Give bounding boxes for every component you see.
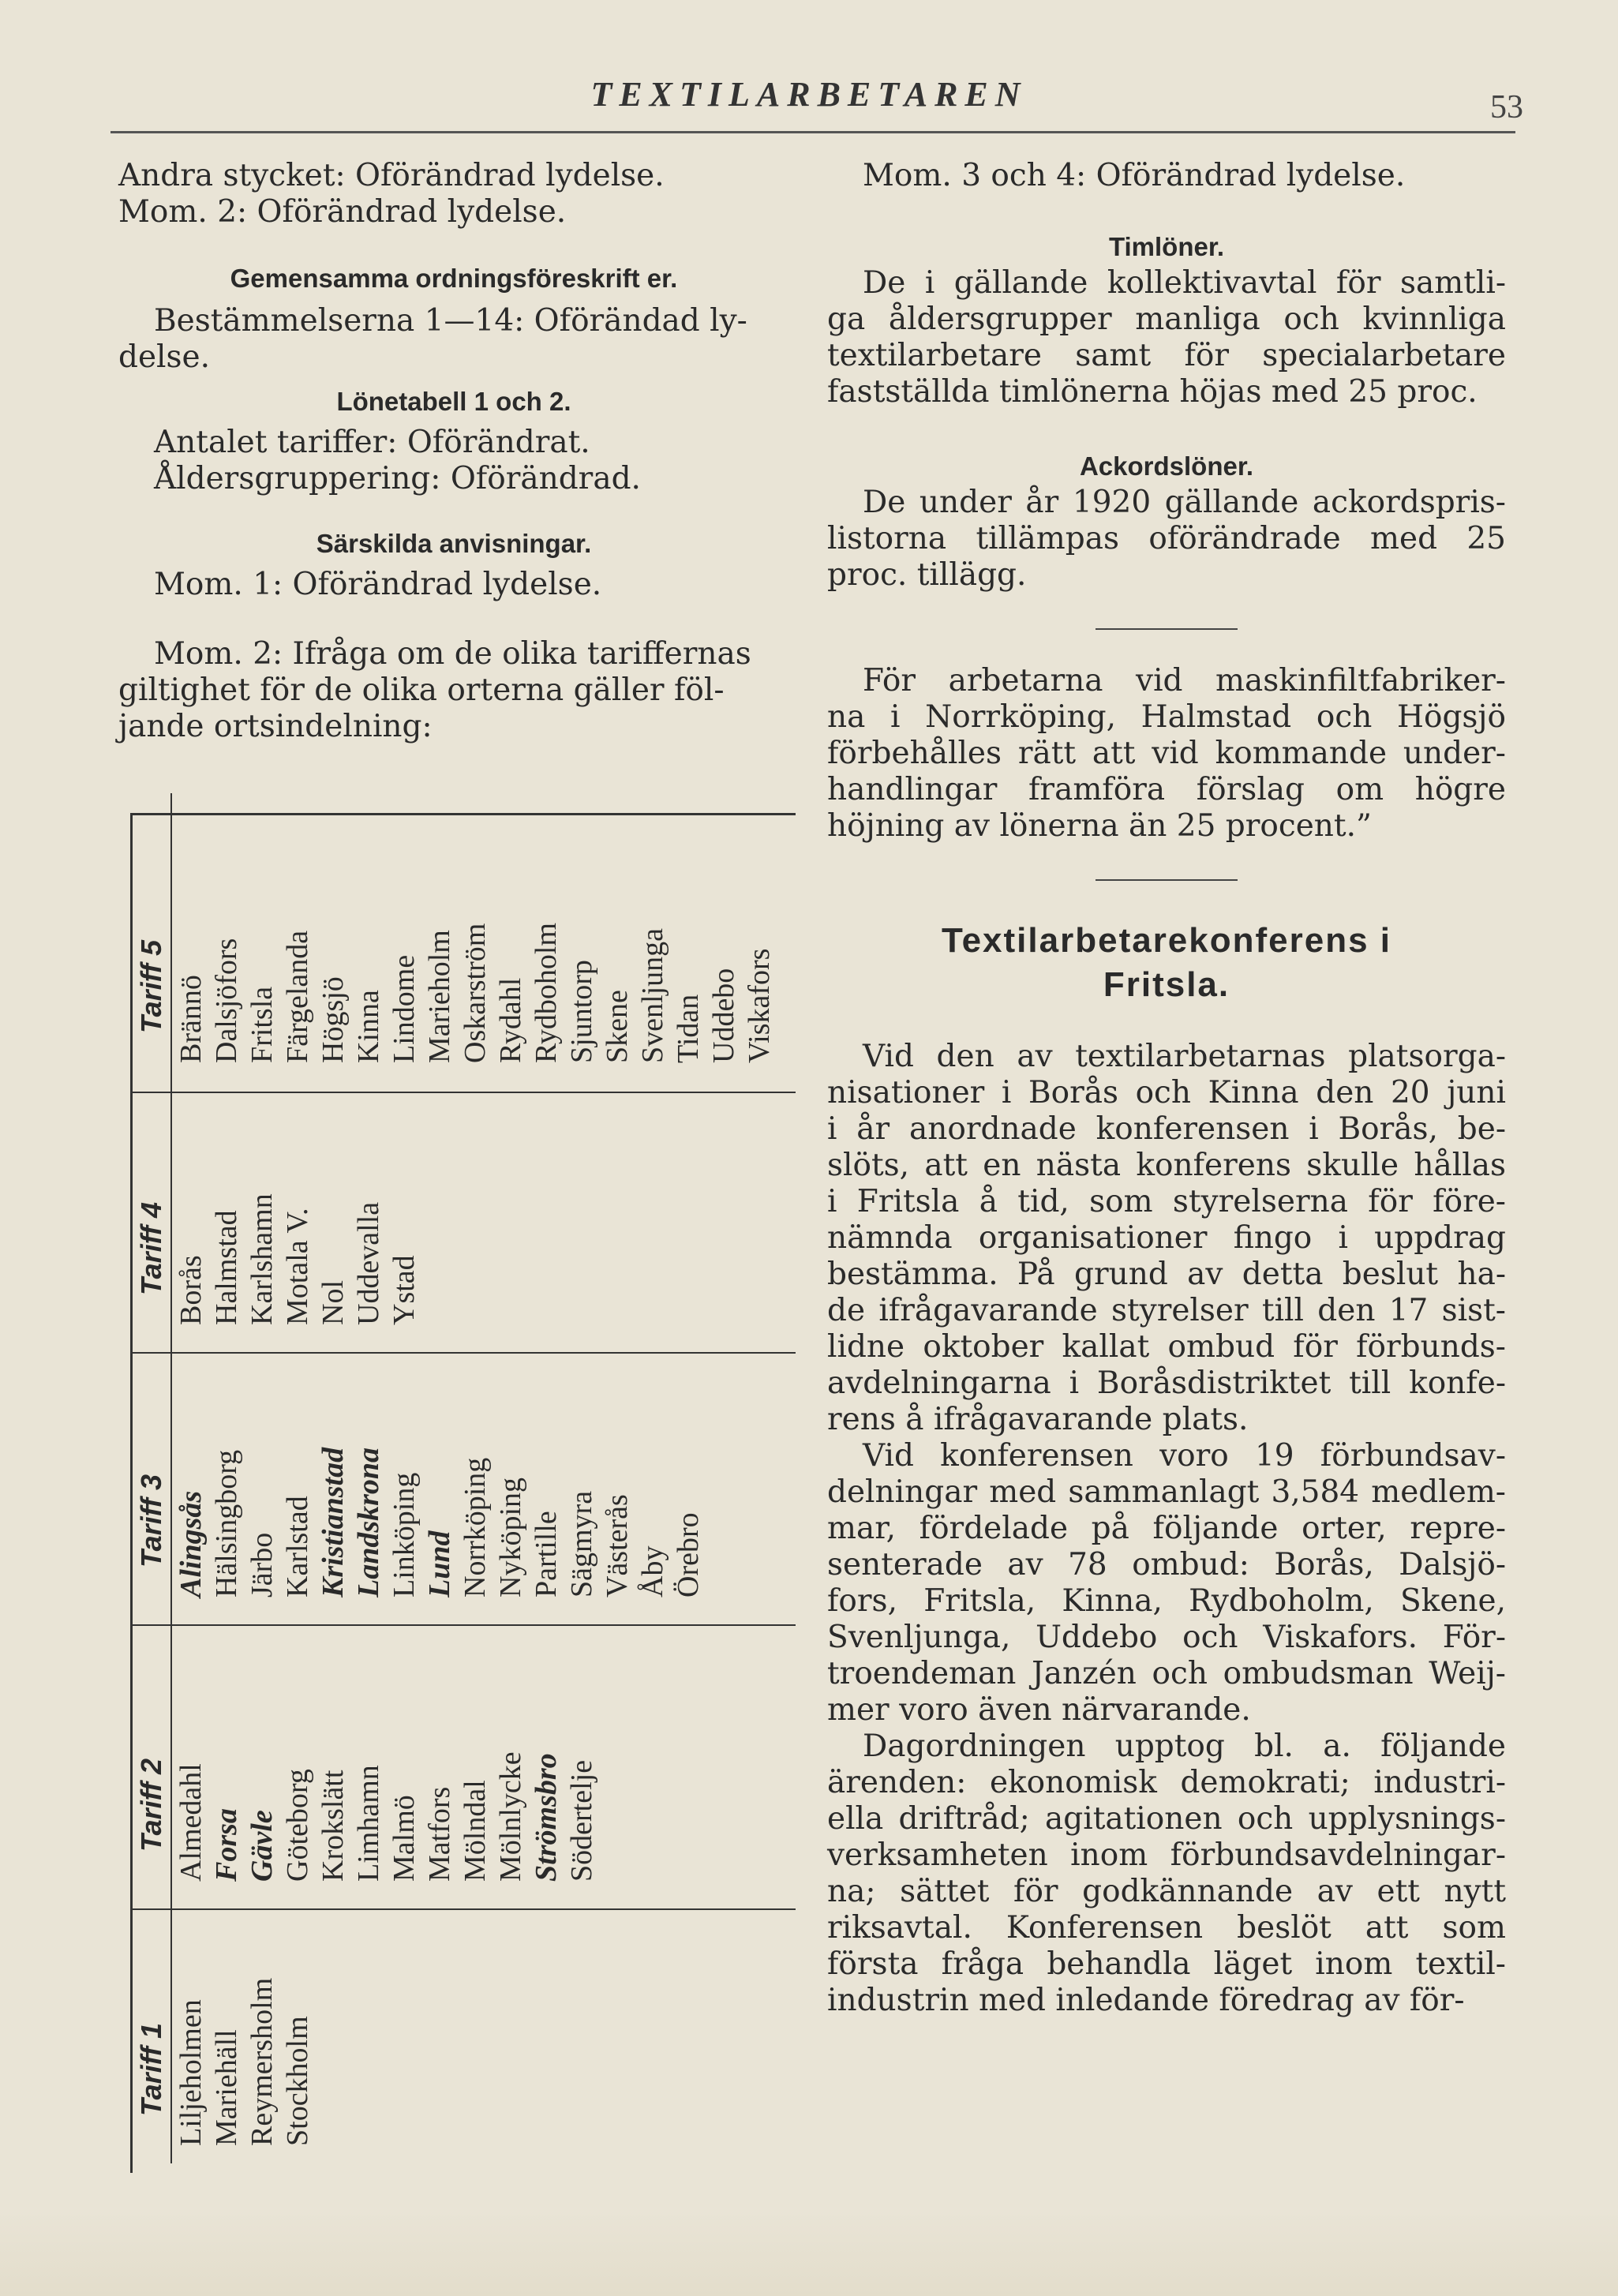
tariff-town: Marieholm [423, 930, 456, 1063]
tariff-town: Mölndal [459, 1780, 492, 1882]
tariff-town: Reymersholm [245, 1977, 279, 2146]
text-line: nisationer i Borås och Kinna den 20 juni [827, 1075, 1506, 1111]
tariff-town: Tidan [672, 994, 705, 1063]
tariff-town: Lund [423, 1530, 456, 1597]
text-line: Dagordningen upptog bl. a. följande [863, 1729, 1506, 1764]
text-line: i år anordnade konferensen i Borås, be- [827, 1111, 1506, 1147]
tariff-label-rule [170, 1332, 172, 1615]
tariff-town: Brännö [174, 975, 208, 1063]
tariff-town: Örebro [672, 1512, 705, 1597]
text-line: slöts, att en nästa konferens skulle hållas [827, 1148, 1506, 1183]
tariff-town: Nyköping [494, 1478, 527, 1597]
text-line: senterade av 78 ombud: Borås, Dalsjö- [827, 1547, 1506, 1582]
ackord-paragraph [827, 485, 1506, 594]
tariff-town: Motala V. [281, 1208, 314, 1325]
text-line: mer voro även närvarande. [827, 1692, 1251, 1728]
tariff-town: Åby [636, 1545, 669, 1597]
tariff-town: Göteborg [281, 1769, 314, 1882]
tariff-label: Tariff 4 [135, 1201, 167, 1295]
tariff-town: Sägmyra [565, 1490, 598, 1597]
text-line: textilarbetare samt för specialarbetare [827, 338, 1506, 373]
tariff-town: Rydahl [494, 977, 527, 1063]
tariff-town: Limhamn [352, 1765, 385, 1882]
tariff-town: Borås [174, 1255, 208, 1325]
tariff-town: Nol [316, 1280, 350, 1325]
conference-heading-line-1: Textilarbetarekonferens i [941, 921, 1392, 960]
intro-line-2: Mom. 2: Oförändrad lydelse. [118, 194, 567, 230]
tariff-town: Linköping [388, 1472, 421, 1597]
text-line: De i gällande kollektivavtal för samtli- [863, 265, 1506, 301]
text-line: na; sättet för godkännande av ett nytt [827, 1874, 1506, 1909]
tariff-town: Karlstad [281, 1496, 314, 1597]
tariff-town: Stockholm [281, 2016, 314, 2146]
tariff-town: Alingsås [174, 1490, 208, 1597]
tariff-town: Södertelje [565, 1759, 598, 1882]
text-line: troendeman Janzén och ombudsman Weij- [827, 1656, 1506, 1691]
tariff-group [133, 1092, 796, 1354]
text-line: proc. tillägg. [827, 557, 1027, 593]
tariff-town: Halmstad [210, 1210, 243, 1325]
text-line: Vid den av textilarbetarnas platsorga- [863, 1039, 1506, 1074]
text-line: Vid konferensen voro 19 förbundsav- [863, 1438, 1506, 1474]
text-line: mar, fördelade på följande orter, repre- [827, 1511, 1506, 1546]
text-line: handlingar framföra förslag om högre [827, 772, 1506, 807]
tariff-town: Strömsbro [530, 1753, 563, 1882]
conference-heading-line-2: Fritsla. [1103, 965, 1230, 1004]
text-line: verksamheten inom förbundsavdelningar- [827, 1837, 1506, 1873]
tariff-town: Mölnlycke [494, 1751, 527, 1882]
tariff-label: Tariff 3 [135, 1474, 167, 1567]
text-line: de ifrågavarande styrelser till den 17 sist- [827, 1293, 1506, 1328]
tariff-town: Fritsla [245, 986, 279, 1063]
tariff-table [130, 813, 796, 2173]
text-line: De under år 1920 gällande ackordspris- [863, 485, 1506, 520]
tariff-town: Karlshamn [245, 1193, 279, 1325]
text-line: Svenljunga, Uddebo och Viskafors. För- [827, 1620, 1506, 1655]
right-column [827, 158, 1506, 2019]
tariff-label-rule [170, 1888, 172, 2163]
tariff-label-rule [170, 1604, 172, 1899]
tariff-town: Norrköping [459, 1457, 492, 1597]
text-line: ella driftråd; agitationen och upplysnings- [827, 1801, 1506, 1837]
mom2-line-2: giltighet för de olika orterna gäller föl- [118, 672, 725, 708]
tariff-town: Matfors [423, 1786, 456, 1882]
text-line: na i Norrköping, Halmstad och Högsjö [827, 699, 1506, 735]
tariff-label: Tariff 1 [135, 2022, 167, 2116]
tariff-group [133, 1908, 796, 2174]
text-line: nämnda organisationer fingo i uppdrag [827, 1220, 1506, 1256]
section-heading-ackord: Ackordslöner. [1079, 451, 1254, 481]
text-line: lidne oktober kallat ombud för förbunds- [827, 1329, 1506, 1365]
section-heading-sarskilda: Särskilda anvisningar. [316, 529, 592, 558]
tariff-town: Kristianstad [316, 1447, 350, 1597]
filt-paragraph [827, 663, 1506, 845]
page-number: 53 [1490, 89, 1523, 125]
tariff-town: Kinna [352, 990, 385, 1063]
text-line: höjning av lönerna än 25 procent.” [827, 808, 1372, 844]
text-line: förbehålles rätt att vid kommande under- [827, 736, 1506, 771]
tariff-town: Forsa [210, 1808, 243, 1882]
tariff-town: Mariehäll [210, 2029, 243, 2146]
page-bottom-margin [0, 2210, 1618, 2296]
text-line: avdelningarna i Boråsdistriktet till konfe- [827, 1365, 1506, 1401]
tariff-label-rule [170, 793, 172, 1081]
tariff-group [133, 815, 796, 1092]
tariff-town: Färgelanda [281, 930, 314, 1063]
tariff-label: Tariff 2 [135, 1758, 167, 1852]
tariff-town: Partille [530, 1511, 563, 1597]
tariff-count-line: Antalet tariffer: Oförändrat. [154, 425, 590, 460]
tariff-town: Sjuntorp [565, 960, 598, 1063]
text-line: listorna tillämpas oförändrade med 25 [827, 521, 1506, 556]
section-heading-timloner: Timlöner. [1108, 232, 1225, 261]
intro-line-1: Andra stycket: Oförändrad lydelse. [118, 158, 665, 193]
age-group-line: Åldersgruppering: Oförändrad. [154, 461, 641, 496]
tariff-town: Skene [601, 990, 634, 1063]
mom2-line-1: Mom. 2: Ifråga om de olika tariffernas [154, 636, 751, 672]
text-line: fors, Fritsla, Kinna, Rydboholm, Skene, [827, 1583, 1506, 1619]
tariff-town: Ystad [388, 1255, 421, 1325]
text-line: bestämma. På grund av detta beslut ha- [827, 1257, 1506, 1292]
text-line: rens å ifrågavarande plats. [827, 1402, 1249, 1437]
tariff-town: Svenljunga [636, 928, 669, 1063]
tariff-town: Krokslätt [316, 1770, 350, 1882]
tariff-town: Järbo [245, 1532, 279, 1597]
timloner-paragraph [827, 265, 1506, 410]
tariff-group [133, 1352, 796, 1626]
tariff-town: Malmö [388, 1795, 421, 1882]
text-line: ga åldersgrupper manliga och kvinnliga [827, 302, 1506, 337]
tariff-town: Almedahl [174, 1763, 208, 1882]
tariff-town: Viskafors [743, 948, 776, 1063]
tariff-town: Uddebo [707, 968, 740, 1063]
section-heading-gemensamma: Gemensamma ordningsföreskrift er. [230, 264, 678, 293]
text-line: ärenden: ekonomisk demokrati; industri- [827, 1765, 1506, 1800]
section-heading-lonetabell: Lönetabell 1 och 2. [336, 387, 571, 416]
tariff-town: Dalsjöfors [210, 938, 243, 1063]
tariff-town: Gävle [245, 1810, 279, 1882]
tariff-label-rule [170, 1071, 172, 1343]
tariff-town: Lindome [388, 954, 421, 1063]
conference-paragraph-3 [827, 1729, 1506, 2019]
left-column [118, 158, 789, 745]
mom2-line-3: jande ortsindelning: [118, 709, 433, 744]
conference-paragraph-2 [827, 1438, 1506, 1729]
tariff-town: Hälsingborg [210, 1449, 243, 1597]
header-title: TEXTILARBETAREN [590, 75, 1028, 114]
text-line: fastställda timlönerna höjas med 25 proc. [827, 374, 1478, 410]
tariff-label: Tariff 5 [135, 939, 167, 1033]
rules-line-2: delse. [118, 339, 211, 375]
tariff-town: Högsjö [316, 976, 350, 1063]
text-line: första fråga behandla läget inom textil- [827, 1946, 1506, 1982]
header-rule [110, 131, 1515, 133]
rules-line-1: Bestämmelserna 1—14: Oförändad ly- [154, 303, 747, 339]
tariff-town: Oskarström [459, 923, 492, 1063]
text-line: För arbetarna vid maskinfiltfabriker- [863, 663, 1506, 699]
tariff-town: Landskrona [352, 1447, 385, 1597]
mom1-line: Mom. 1: Oförändrad lydelse. [154, 567, 602, 602]
text-line: i Fritsla å tid, som styrelserna för före- [827, 1184, 1506, 1219]
text-line: industrin med inledande föredrag av för- [827, 1983, 1465, 2018]
conference-paragraph-1 [827, 1039, 1506, 1438]
text-line: delningar med sammanlagt 3,584 medlem- [827, 1474, 1506, 1510]
tariff-town: Västerås [601, 1494, 634, 1597]
tariff-town: Liljeholmen [174, 1999, 208, 2146]
tariff-town: Uddevalla [352, 1201, 385, 1325]
text-line: riksavtal. Konferensen beslöt att som [827, 1910, 1506, 1946]
mom34-line: Mom. 3 och 4: Oförändrad lydelse. [863, 158, 1406, 193]
tariff-group [133, 1624, 796, 1910]
tariff-town: Rydboholm [530, 923, 563, 1063]
